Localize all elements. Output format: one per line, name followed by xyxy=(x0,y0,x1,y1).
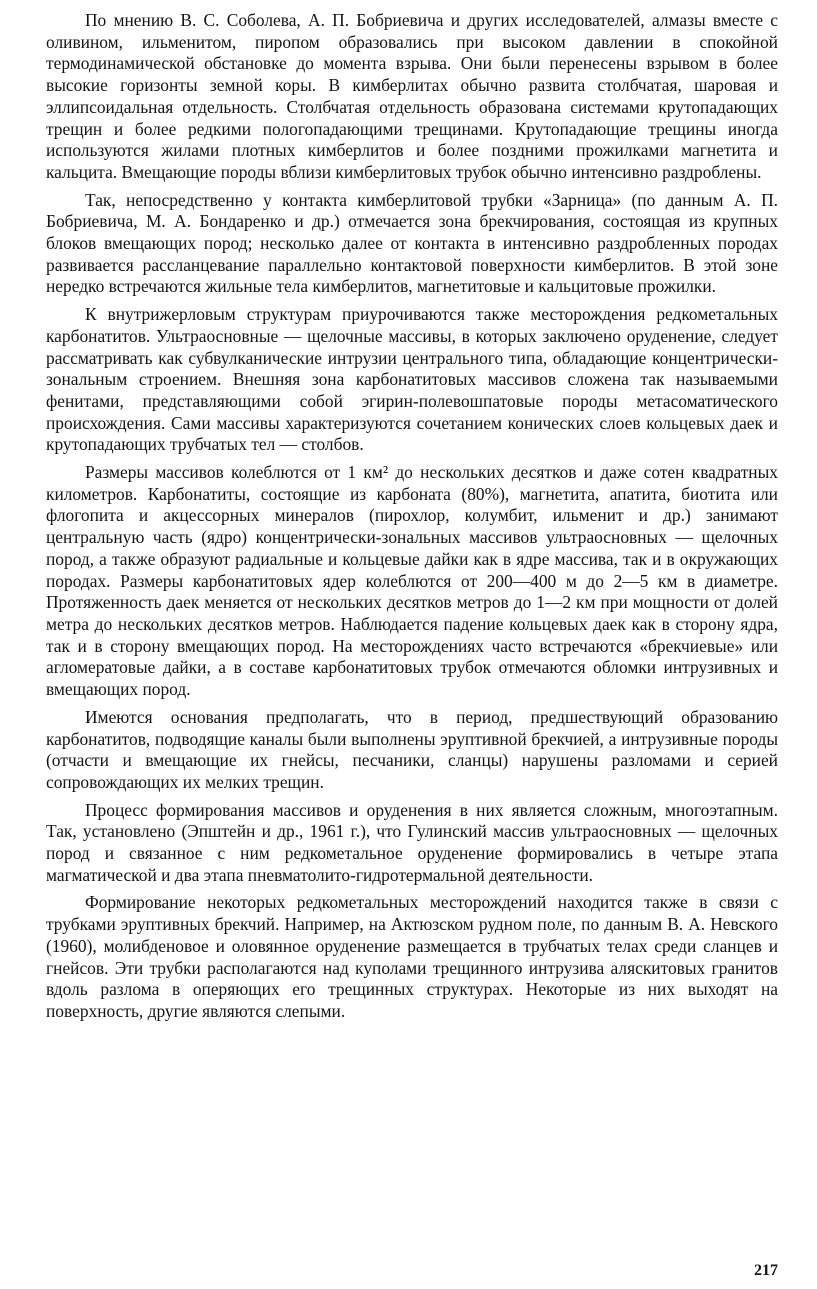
paragraph-carbonatite-structures: К внутрижерловым структурам приурочиваются также месторождения редкометальных карбонатитов. Ультраосновные — щелочные массивы, в которых заключено оруденение, следует рассматривать как субвулканические интрузии центрального типа, обладающие концентрически-зональным строением. Внешняя зона карбонатитовых массивов сложена так называемыми фенитами, представляющими собой эгирин-полевошпатовые породы метасоматического происхождения. Сами массивы характеризуются сочетанием конических слоев кольцевых даек и крутопадающих трубчатых тел — столбов. xyxy=(46,304,778,455)
paragraph-formation-stages: Процесс формирования массивов и оруденения в них является сложным, многоэтапным. Так, установлено (Эпштейн и др., 1961 г.), что Гулинский массив ультраосновных — щелочных пород и связанное с ним редкометальное оруденение формировались в четыре этапа магматической и два этапа пневматолито-гидротермальной деятельности. xyxy=(46,799,778,885)
page-number: 217 xyxy=(754,1262,778,1279)
page-body xyxy=(46,10,778,1023)
paragraph-eruptive-breccia: Имеются основания предполагать, что в период, предшествующий образованию карбонатитов, подводящие каналы были выполнены эруптивной брекчией, а интрузивные породы (отчасти и вмещающие их гнейсы, песчаники, сланцы) нарушены разломами и серией сопровождающих их мелких трещин. xyxy=(46,706,778,792)
paragraph-massif-dimensions: Размеры массивов колеблются от 1 км² до нескольких десятков и даже сотен квадратных километров. Карбонатиты, состоящие из карбоната (80%), магнетита, апатита, биотита или флогопита и акцессорных минералов (пирохлор, колумбит, ильменит и др.) занимают центральную часть (ядро) концентрически-зональных массивов ультраосновных — щелочных пород, а также образуют радиальные и кольцевые дайки как в ядре массива, так и в окружающих породах. Размеры карбонатитовых ядер колеблются от 200—400 м до 2—5 км в диаметре. Протяженность даек меняется от нескольких десятков метров до 1—2 км при мощности от долей метра до нескольких десятков метров. Наблюдается падение кольцевых даек как в сторону ядра, так и в сторону вмещающих пород. На месторождениях часто встречаются «брекчиевые» или агломератовые дайки, а в составе карбонатитовых трубок отмечаются обломки интрузивных и вмещающих пород. xyxy=(46,462,778,700)
paragraph-zarnitsa-pipe: Так, непосредственно у контакта кимберлитовой трубки «Зарница» (по данным А. П. Бобриевича, М. А. Бондаренко и др.) отмечается зона брекчирования, состоящая из крупных блоков вмещающих пород; несколько далее от контакта в интенсивно раздробленных породах развивается рассланцевание параллельно контактовой поверхности кимберлитов. В этой зоне нередко встречаются жильные тела кимберлитов, магнетитовые и кальцитовые прожилки. xyxy=(46,189,778,297)
paragraph-breccia-pipes-deposits: Формирование некоторых редкометальных месторождений находится также в связи с трубками эруптивных брекчий. Например, на Актюзском рудном поле, по данным В. А. Невского (1960), молибденовое и оловянное оруденение размещается в трубчатых телах среди сланцев и гнейсов. Эти трубки располагаются над куполами трещинного интрузива аляскитовых гранитов вдоль разлома в оперяющих его трещинных структурах. Некоторые из них выходят на поверхность, другие являются слепыми. xyxy=(46,892,778,1021)
paragraph-diamond-formation: По мнению В. С. Соболева, А. П. Бобриевича и других исследователей, алмазы вместе с оливином, ильменитом, пиропом образовались при высоком давлении в спокойной термодинамической обстановке до момента взрыва. Они были перенесены взрывом в более высокие горизонты земной коры. В кимберлитах обычно развита столбчатая, шаровая и эллипсоидальная отдельность. Столбчатая отдельность образована системами крутопадающих трещин и более редкими пологопадающими трещинами. Крутопадающие трещины иногда используются жилами плотных кимберлитов и более поздними прожилками магнетита и кальцита. Вмещающие породы вблизи кимберлитовых трубок обычно интенсивно раздроблены. xyxy=(46,10,778,182)
